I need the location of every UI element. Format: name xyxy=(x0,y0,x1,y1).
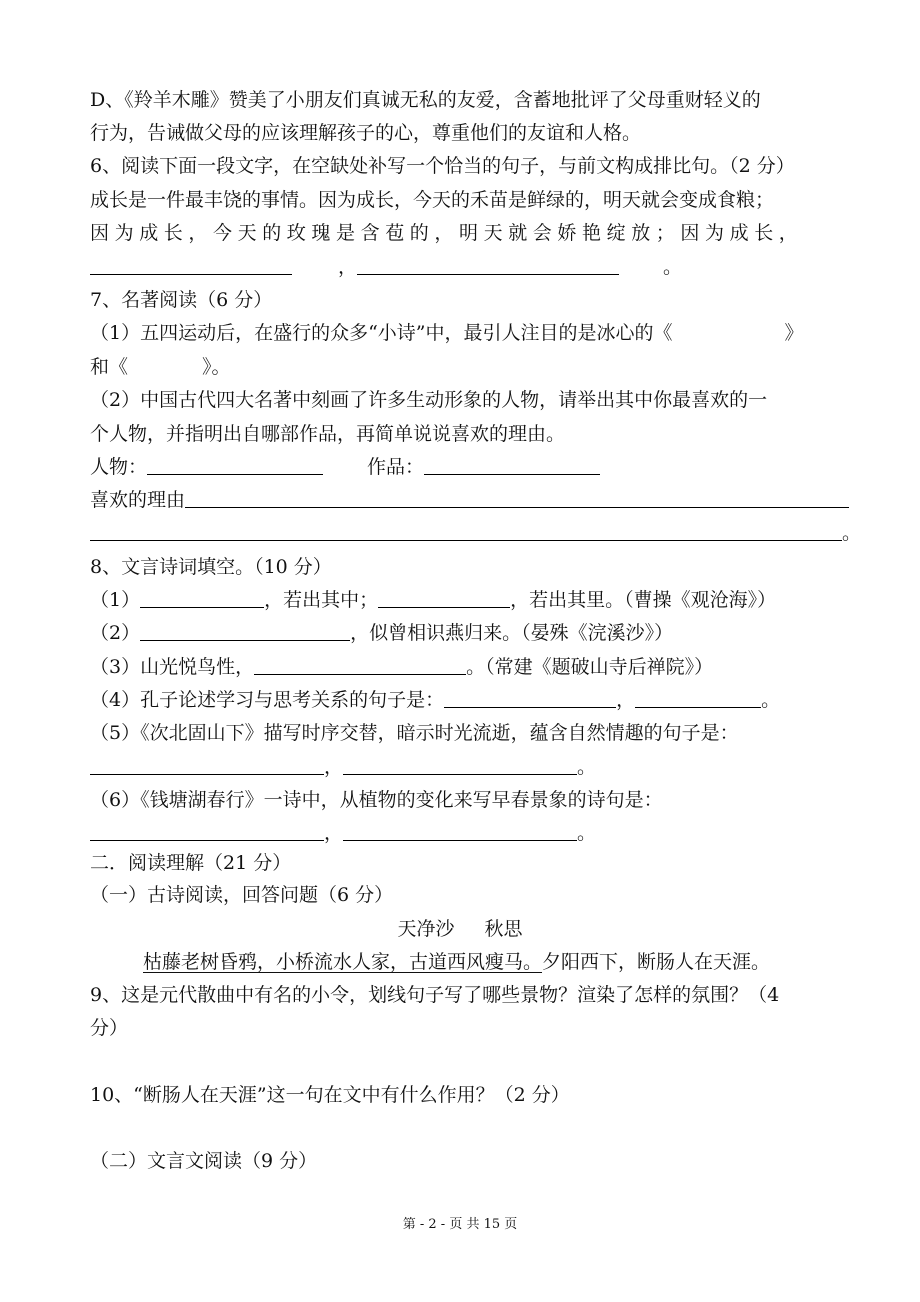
q8-line6: （6）《钱塘湖春行》一诗中，从植物的变化来写早春景象的诗句是： xyxy=(90,789,663,811)
q8-l4-comma: ， xyxy=(616,689,636,711)
q6-text-line2: 因为成长，今天的玫瑰是含苞的，明天就会娇艳绽放；因为成长， xyxy=(90,222,804,244)
q8-l5-blank-2[interactable] xyxy=(343,756,577,775)
q6-answer-line xyxy=(90,255,682,279)
q8-l4-start: （4）孔子论述学习与思考关系的句子是： xyxy=(90,689,445,711)
q8-l5-comma: ， xyxy=(324,756,344,778)
poem-title-line xyxy=(0,917,920,941)
q6-prompt: 6、阅读下面一段文字，在空缺处补写一个恰当的句子，与前文构成排比句。（2 分） xyxy=(90,155,795,177)
q8-line4 xyxy=(90,688,780,712)
reason-period: 。 xyxy=(842,522,862,544)
q8-l5-blank-1[interactable] xyxy=(90,756,324,775)
q6-comma: ， xyxy=(338,256,358,278)
poem-underlined: 枯藤老树昏鸦，小桥流水人家，古道西风瘦马。 xyxy=(143,951,543,973)
q8-l4-blank-2[interactable] xyxy=(635,689,761,708)
q8-l5-period: 。 xyxy=(577,756,597,778)
q8-line6-answer xyxy=(90,821,596,845)
poem-title: 天净沙 xyxy=(397,918,455,940)
q6-text-line1: 成长是一件最丰饶的事情。因为成长，今天的禾苗是鲜绿的，明天就会变成食粮； xyxy=(90,189,775,211)
q8-l6-period: 。 xyxy=(577,822,597,844)
q8-l3-end: 。（常建《题破山寺后禅院》） xyxy=(466,656,714,678)
q8-l1-num: （1） xyxy=(90,589,141,611)
q8-l1-blank-1[interactable] xyxy=(140,589,264,608)
q7-title: 7、名著阅读（6 分） xyxy=(90,289,273,311)
section2-part1: （一）古诗阅读，回答问题（6 分） xyxy=(90,884,394,906)
q7-sub2-line1: （2）中国古代四大名著中刻画了许多生动形象的人物，请举出其中你最喜欢的一 xyxy=(90,389,768,411)
reason-blank-2[interactable] xyxy=(90,522,842,541)
q6-blank-1[interactable] xyxy=(90,256,292,275)
option-d-line2: 行为，告诫做父母的应该理解孩子的心，尊重他们的友谊和人格。 xyxy=(90,122,642,144)
poem-body xyxy=(143,950,770,974)
q7-sub2-line2: 个人物，并指明出自哪部作品，再简单说说喜欢的理由。 xyxy=(90,423,566,445)
q7-sub1-text: （1）五四运动后，在盛行的众多“小诗”中，最引人注目的是冰心的《 xyxy=(90,322,673,344)
q8-l2-num: （2） xyxy=(90,622,141,644)
q8-title: 8、文言诗词填空。（10 分） xyxy=(90,556,332,578)
q8-line5: （5）《次北固山下》描写时序交替，暗示时光流逝，蕴含自然情趣的句子是： xyxy=(90,722,739,744)
poem-rest: 夕阳西下，断肠人在天涯。 xyxy=(542,951,771,973)
q6-period: 。 xyxy=(663,256,683,278)
q8-line3 xyxy=(90,655,713,679)
person-blank[interactable] xyxy=(147,456,323,475)
q8-l1-end: ，若出其里。（曹操《观沧海》） xyxy=(510,589,777,611)
q9-line1: 9、这是元代散曲中有名的小令，划线句子写了哪些景物？渲染了怎样的氛围？（4 xyxy=(90,984,780,1006)
work-label: 作品： xyxy=(367,456,425,478)
q7-sub1-line1 xyxy=(90,321,804,345)
reason-label: 喜欢的理由 xyxy=(90,489,186,511)
q8-l1-mid: ，若出其中； xyxy=(264,589,379,611)
q6-blank-2[interactable] xyxy=(357,256,619,275)
person-label: 人物： xyxy=(90,456,148,478)
option-d-line1: D、《羚羊木雕》赞美了小朋友们真诚无私的友爱，含蓄地批评了父母重财轻义的 xyxy=(90,89,761,111)
q8-l6-blank-1[interactable] xyxy=(90,822,324,841)
q7-close-period: 》。 xyxy=(202,356,231,378)
section2-part2: （二）文言文阅读（9 分） xyxy=(90,1150,318,1172)
q7-person-work-line xyxy=(90,455,600,479)
q10: 10、“断肠人在天涯”这一句在文中有什么作用？（2 分） xyxy=(90,1084,570,1106)
work-blank[interactable] xyxy=(424,456,600,475)
q8-l4-blank-1[interactable] xyxy=(444,689,616,708)
q8-l4-period: 。 xyxy=(761,689,781,711)
q8-l2-blank[interactable] xyxy=(140,622,350,641)
q7-and: 和《 xyxy=(90,356,129,378)
q8-l6-comma: ， xyxy=(324,822,344,844)
q7-reason-line2 xyxy=(90,521,861,545)
q8-l3-blank[interactable] xyxy=(254,656,466,675)
page-footer: 第 - 2 - 页 共 15 页 xyxy=(402,1217,518,1232)
q8-l2-end: ，似曾相识燕归来。（晏殊《浣溪沙》） xyxy=(350,622,674,644)
q9-line2: 分） xyxy=(90,1017,129,1039)
reason-blank-1[interactable] xyxy=(185,489,849,508)
q8-line2 xyxy=(90,621,673,645)
q8-line1 xyxy=(90,588,776,612)
q7-reason-line xyxy=(90,488,849,512)
q8-l3-start: （3）山光悦鸟性， xyxy=(90,656,255,678)
q8-line5-answer xyxy=(90,755,596,779)
q7-sub1-line2 xyxy=(90,355,231,379)
q8-l6-blank-2[interactable] xyxy=(343,822,577,841)
q8-l1-blank-2[interactable] xyxy=(378,589,510,608)
section2-title: 二．阅读理解（21 分） xyxy=(90,852,292,874)
poem-subtitle: 秋思 xyxy=(484,918,523,940)
q7-sub1-close: 》 xyxy=(784,322,804,344)
